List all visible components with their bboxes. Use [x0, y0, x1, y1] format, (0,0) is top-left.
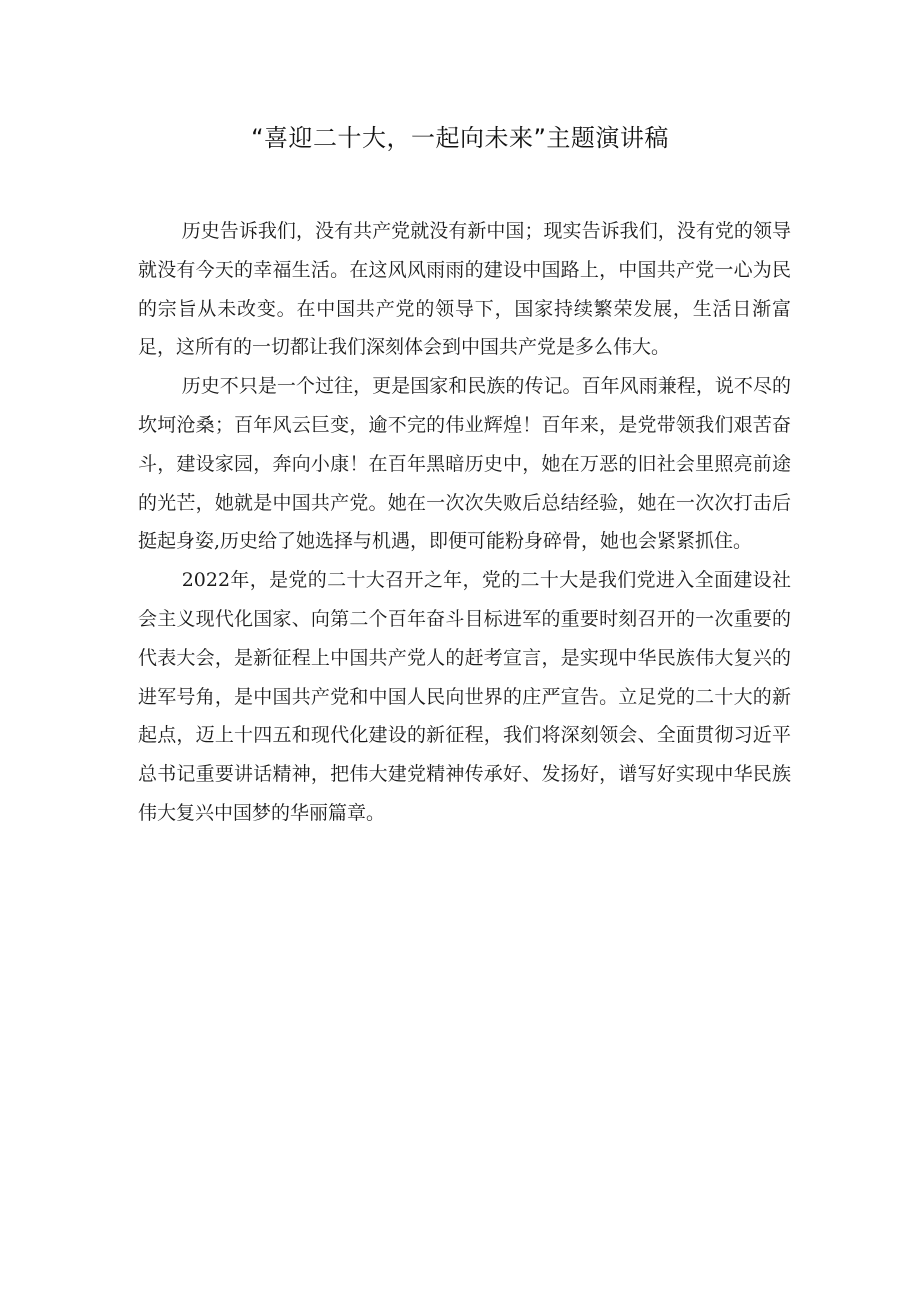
paragraph-2: 历史不只是一个过往，更是国家和民族的传记。百年风雨兼程，说不尽的坎坷沧桑；百年风云巨变，逾不完的伟业辉煌！百年来，是党带领我们艰苦奋斗，建设家园，奔向小康！在百年黑暗历史中，她在万恶的旧社会里照亮前途的光芒，她就是中国共产党。她在一次次失败后总结经验，她在一次次打击后挺起身姿,历史给了她选择与机遇，即便可能粉身碎骨，她也会紧紧抓住。	[138, 375, 791, 553]
document-title: “喜迎二十大，一起向未来”主题演讲稿	[251, 124, 669, 152]
paragraph-1: 历史告诉我们，没有共产党就没有新中国；现实告诉我们，没有党的领导就没有今天的幸福生活。在这风风雨雨的建设中国路上，中国共产党一心为民的宗旨从未改变。在中国共产党的领导下，国家持续繁荣发展，生活日渐富足，这所有的一切都让我们深刻体会到中国共产党是多么伟大。	[138, 220, 791, 359]
document-body	[138, 212, 791, 833]
paragraph-3: 2022年，是党的二十大召开之年，党的二十大是我们党进入全面建设社会主义现代化国家、向第二个百年奋斗目标进军的重要时刻召开的一次重要的代表大会，是新征程上中国共产党人的赶考宣言，是实现中华民族伟大复兴的进军号角，是中国共产党和中国人民向世界的庄严宣告。立足党的二十大的新起点，迈上十四五和现代化建设的新征程，我们将深刻领会、全面贯彻习近平总书记重要讲话精神，把伟大建党精神传承好、发扬好，谱写好实现中华民族伟大复兴中国梦的华丽篇章。	[138, 569, 791, 824]
